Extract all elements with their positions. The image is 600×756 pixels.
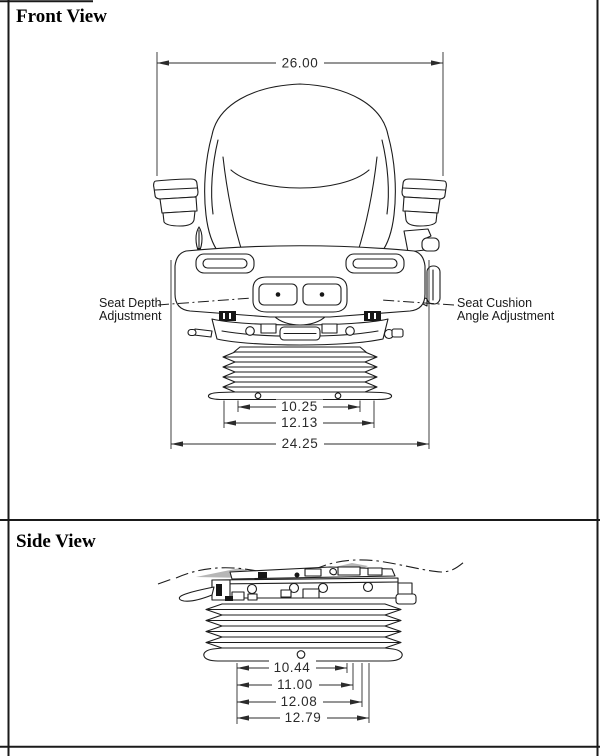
callout-seat-depth-line1: Seat Depth — [99, 296, 162, 310]
bellows-front — [223, 347, 377, 392]
callout-seat-cushion-line1: Seat Cushion — [457, 296, 533, 310]
side-view-title: Side View — [16, 531, 96, 552]
armrest-right — [402, 179, 446, 226]
dim-side-3-label: 12.08 — [280, 694, 318, 709]
side-view-section — [16, 531, 464, 726]
dim-suspension-label: 12.13 — [281, 415, 318, 430]
dim-side-1-label: 10.44 — [273, 660, 311, 675]
dim-bellows-top-label: 10.25 — [281, 399, 318, 414]
callout-seat-cushion-line2: Angle Adjustment — [457, 309, 555, 323]
seat-front-drawing — [154, 84, 447, 400]
dim-side-4-label: 12.79 — [284, 710, 322, 725]
front-view-section — [16, 6, 555, 452]
dim-base-width-label: 24.25 — [281, 436, 319, 451]
dim-side-2-label: 11.00 — [277, 677, 313, 692]
callout-seat-depth-line2: Adjustment — [99, 309, 162, 323]
dim-overall-width-label: 26.00 — [281, 55, 319, 71]
dim-bellows-top-width — [238, 399, 360, 415]
depth-adjust-handles — [253, 277, 347, 312]
left-release-handle — [194, 329, 212, 337]
bellows-side — [204, 604, 402, 661]
front-view-title: Front View — [16, 6, 107, 27]
armrest-left — [154, 179, 198, 226]
